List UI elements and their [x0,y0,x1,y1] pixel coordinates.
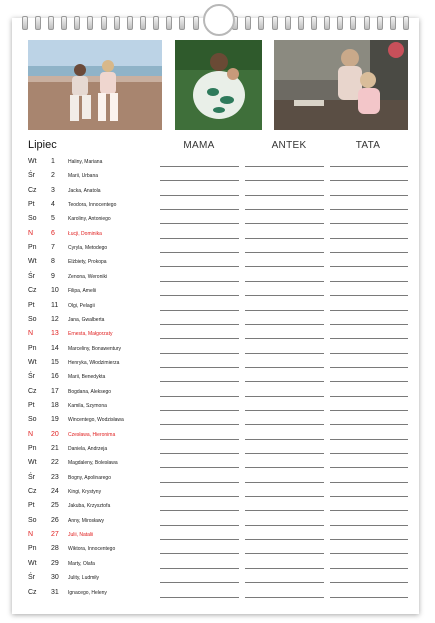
entry-line-tata[interactable] [330,353,408,354]
entry-line-antek[interactable] [245,381,324,382]
day-number: 26 [51,516,59,524]
day-number: 18 [51,401,59,409]
entry-line-tata[interactable] [330,180,408,181]
binding-ring-icon [324,16,330,30]
entry-line-mama[interactable] [160,367,239,368]
name-day-list: Julii, Natalii [68,532,94,539]
entry-line-antek[interactable] [245,180,324,181]
entry-line-antek[interactable] [245,223,324,224]
day-of-week: Cz [28,488,37,496]
day-of-week: N [28,330,34,338]
table-row [0,283,435,297]
binding-ring-icon [140,16,146,30]
table-row [0,441,435,455]
day-of-week: Wt [28,158,37,165]
entry-line-tata[interactable] [330,166,408,167]
entry-line-antek[interactable] [245,295,324,296]
entry-line-antek[interactable] [245,266,324,267]
day-number: 30 [51,574,59,582]
binding-ring-icon [127,16,133,30]
binding-ring-icon [22,16,28,30]
entry-line-mama[interactable] [160,482,239,483]
binding-ring-icon [350,16,356,30]
day-number: 3 [51,186,55,194]
name-day-list: Anny, Mirosławy [68,517,105,524]
name-day-list: Julity, Ludmiły [68,575,100,582]
day-of-week: So [28,516,37,524]
day-number: 7 [51,244,55,252]
table-row [0,470,435,484]
table-row [0,341,435,355]
binding-ring-icon [61,16,67,30]
entry-line-mama[interactable] [160,223,239,224]
table-row [0,384,435,398]
name-day-list: Jakuba, Krzysztofa [68,503,111,510]
entry-line-mama[interactable] [160,410,239,411]
entry-line-antek[interactable] [245,396,324,397]
day-of-week: Pn [28,445,37,452]
day-number: 23 [51,473,59,481]
entry-line-antek[interactable] [245,496,324,497]
entry-line-antek[interactable] [245,324,324,325]
entry-line-tata[interactable] [330,439,408,440]
entry-line-antek[interactable] [245,439,324,440]
binding-ring-icon [390,16,396,30]
name-day-list: Bogdana, Aleksego [68,388,112,395]
day-number: 29 [51,559,59,567]
entry-line-tata[interactable] [330,223,408,224]
day-number: 24 [51,488,59,496]
table-row [0,455,435,469]
entry-line-tata[interactable] [330,539,408,540]
entry-line-antek[interactable] [245,238,324,239]
entry-line-mama[interactable] [160,281,239,282]
entry-line-antek[interactable] [245,597,324,598]
day-number: 28 [51,545,59,553]
table-row [0,298,435,312]
binding-ring-icon [153,16,159,30]
binding-ring-icon [285,16,291,30]
entry-line-antek[interactable] [245,453,324,454]
entry-line-tata[interactable] [330,338,408,339]
name-day-list: Kingi, Krystyny [68,489,102,496]
table-row [0,513,435,527]
entry-line-antek[interactable] [245,553,324,554]
table-row [0,254,435,268]
entry-line-tata[interactable] [330,510,408,511]
day-number: 27 [51,531,59,539]
entry-line-tata[interactable] [330,525,408,526]
table-row [0,369,435,383]
day-number: 10 [51,287,59,295]
table-row [0,183,435,197]
day-number: 16 [51,373,59,381]
day-number: 13 [51,330,59,338]
day-number: 5 [51,215,55,223]
entry-line-mama[interactable] [160,166,239,167]
name-day-list: Zenona, Weroniki [68,273,108,280]
day-of-week: Wt [28,559,37,567]
binding-ring-icon [364,16,370,30]
day-of-week: N [28,531,34,539]
day-of-week: Wt [28,358,37,366]
day-number: 9 [51,272,55,280]
day-of-week: Wt [28,459,37,467]
day-of-week: Pn [28,344,37,352]
entry-line-antek[interactable] [245,195,324,196]
entry-line-mama[interactable] [160,295,239,296]
entry-line-mama[interactable] [160,338,239,339]
table-row [0,427,435,441]
entry-line-mama[interactable] [160,453,239,454]
binding-ring-icon [272,16,278,30]
name-day-list: Karoliny, Antoniego [68,216,111,223]
binding-ring-icon [377,16,383,30]
photo-strip [28,40,408,130]
binding-ring-icon [245,16,251,30]
day-of-week: Śr [28,373,35,381]
entry-line-antek[interactable] [245,338,324,339]
day-number: 12 [51,315,59,323]
binding-ring-icon [258,16,264,30]
name-day-list: Marty, Olafa [68,560,95,567]
table-row [0,226,435,240]
entry-line-tata[interactable] [330,482,408,483]
day-number: 17 [51,387,59,395]
entry-line-tata[interactable] [330,496,408,497]
day-of-week: So [28,315,37,323]
day-of-week: Cz [28,588,37,596]
entry-line-antek[interactable] [245,525,324,526]
hanger-hook-icon [203,4,235,36]
entry-line-tata[interactable] [330,295,408,296]
binding-ring-icon [87,16,93,30]
month-title: Lipiec [28,139,57,151]
day-number: 14 [51,344,59,352]
entry-line-tata[interactable] [330,424,408,425]
entry-line-mama[interactable] [160,553,239,554]
entry-line-tata[interactable] [330,467,408,468]
binding-ring-icon [166,16,172,30]
entry-line-antek[interactable] [245,353,324,354]
name-day-list: Wincentego, Wodzisława [68,417,124,424]
entry-line-antek[interactable] [245,166,324,167]
day-of-week: Pt [28,401,35,409]
name-day-list: Filipa, Amelii [68,288,97,295]
binding-ring-icon [74,16,80,30]
day-number: 6 [51,229,55,237]
name-day-list: Marii, Urbana [68,173,99,180]
table-row [0,326,435,340]
binding-ring-icon [101,16,107,30]
name-day-list: Teodora, Innocentego [68,202,117,209]
entry-line-mama[interactable] [160,252,239,253]
entry-line-antek[interactable] [245,568,324,569]
entry-line-mama[interactable] [160,539,239,540]
entry-line-tata[interactable] [330,281,408,282]
entry-line-mama[interactable] [160,353,239,354]
entry-line-mama[interactable] [160,568,239,569]
name-day-list: Elżbiety, Prokopa [68,259,107,266]
entry-line-mama[interactable] [160,525,239,526]
entry-line-antek[interactable] [245,410,324,411]
name-day-list: Magdaleny, Bolesława [68,460,118,467]
binding-ring-icon [193,16,199,30]
column-header-antek: ANTEK [271,140,307,151]
entry-line-tata[interactable] [330,568,408,569]
table-row [0,197,435,211]
name-day-list: Marceliny, Bonawentury [68,345,121,352]
column-header-mama: MAMA [183,140,215,151]
day-number: 20 [51,430,59,438]
table-row [0,168,435,182]
entry-line-mama[interactable] [160,510,239,511]
entry-line-tata[interactable] [330,238,408,239]
day-number: 31 [51,588,59,596]
name-day-list: Łucji, Dominika [68,230,102,237]
photo-cafe [274,40,408,130]
table-row [0,355,435,369]
binding-ring-icon [403,16,409,30]
day-of-week: Cz [28,186,37,194]
entry-line-mama[interactable] [160,381,239,382]
name-day-list: Bogny, Apolinarego [68,474,111,481]
entry-line-mama[interactable] [160,324,239,325]
entry-line-antek[interactable] [245,367,324,368]
photo-garden [175,40,262,130]
entry-line-mama[interactable] [160,195,239,196]
day-of-week: Śr [28,574,35,582]
day-number: 25 [51,502,59,510]
name-day-list: Ernesta, Małgorzaty [68,331,113,338]
entry-line-tata[interactable] [330,381,408,382]
day-of-week: Wt [28,258,37,266]
day-number: 15 [51,358,59,366]
day-of-week: Cz [28,287,37,295]
entry-line-tata[interactable] [330,266,408,267]
table-row [0,398,435,412]
table-row [0,154,435,168]
day-number: 11 [51,301,59,309]
name-day-list: Kamila, Szymona [68,402,107,409]
day-number: 22 [51,459,59,467]
table-row [0,312,435,326]
binding-ring-icon [337,16,343,30]
binding-ring-icon [298,16,304,30]
entry-line-tata[interactable] [330,367,408,368]
name-day-list: Cyryla, Metodego [68,245,108,252]
table-row [0,527,435,541]
entry-line-tata[interactable] [330,195,408,196]
day-number: 19 [51,416,59,424]
binding-ring-icon [114,16,120,30]
entry-line-antek[interactable] [245,281,324,282]
column-header-tata: TATA [355,140,381,151]
day-of-week: N [28,229,34,237]
day-of-week: Śr [28,272,35,280]
day-of-week: Cz [28,387,37,395]
binding-ring-icon [48,16,54,30]
entry-line-mama[interactable] [160,496,239,497]
entry-line-mama[interactable] [160,180,239,181]
table-row [0,498,435,512]
day-number: 2 [51,172,55,180]
entry-line-tata[interactable] [330,453,408,454]
name-day-list: Haliny, Mariana [68,159,103,165]
name-day-list: Daniela, Andrzeja [68,446,108,452]
day-of-week: Pt [28,301,35,309]
entry-line-tata[interactable] [330,597,408,598]
day-of-week: N [28,430,34,438]
entry-line-tata[interactable] [330,324,408,325]
name-day-list: Marii, Benedykta [68,374,106,381]
entry-line-antek[interactable] [245,582,324,583]
name-day-list: Olgi, Pelagii [68,302,95,309]
entry-line-antek[interactable] [245,252,324,253]
table-row [0,484,435,498]
entry-line-antek[interactable] [245,510,324,511]
table-row [0,211,435,225]
day-number: 4 [51,201,55,209]
day-of-week: Pn [28,244,37,252]
name-day-list: Jana, Gwalberta [68,316,105,323]
photo-beach [28,40,162,130]
entry-line-tata[interactable] [330,310,408,311]
day-of-week: Pn [28,545,37,553]
table-row [0,585,435,599]
entry-line-antek[interactable] [245,539,324,540]
name-day-list: Jacka, Anatola [68,187,101,194]
entry-line-tata[interactable] [330,582,408,583]
name-day-list: Henryka, Włodzimierza [68,359,120,366]
table-row [0,556,435,570]
day-of-week: Śr [28,172,35,180]
name-day-list: Czesława, Hieronima [68,431,116,438]
name-day-list: Wiktora, Innocentego [68,546,116,553]
entry-line-mama[interactable] [160,467,239,468]
entry-line-tata[interactable] [330,209,408,210]
entry-line-antek[interactable] [245,467,324,468]
entry-line-tata[interactable] [330,396,408,397]
table-row [0,570,435,584]
binding-ring-icon [35,16,41,30]
entry-line-antek[interactable] [245,424,324,425]
table-row [0,269,435,283]
entry-line-mama[interactable] [160,209,239,210]
entry-line-mama[interactable] [160,597,239,598]
binding-ring-icon [179,16,185,30]
day-of-week: So [28,215,37,223]
entry-line-mama[interactable] [160,266,239,267]
entry-line-antek[interactable] [245,482,324,483]
entry-line-antek[interactable] [245,209,324,210]
day-of-week: So [28,416,37,424]
entry-line-mama[interactable] [160,439,239,440]
table-row [0,412,435,426]
day-number: 1 [51,158,55,165]
entry-line-tata[interactable] [330,410,408,411]
day-of-week: Śr [28,473,35,481]
table-row [0,240,435,254]
day-number: 8 [51,258,55,266]
entry-line-mama[interactable] [160,582,239,583]
day-of-week: Pt [28,201,35,209]
name-day-list: Ignacego, Heleny [68,589,107,596]
entry-line-mama[interactable] [160,424,239,425]
table-row [0,541,435,555]
entry-line-mama[interactable] [160,238,239,239]
entry-line-antek[interactable] [245,310,324,311]
entry-line-tata[interactable] [330,553,408,554]
day-of-week: Pt [28,502,35,510]
entry-line-tata[interactable] [330,252,408,253]
binding-ring-icon [311,16,317,30]
day-number: 21 [51,445,59,452]
entry-line-mama[interactable] [160,310,239,311]
entry-line-mama[interactable] [160,396,239,397]
